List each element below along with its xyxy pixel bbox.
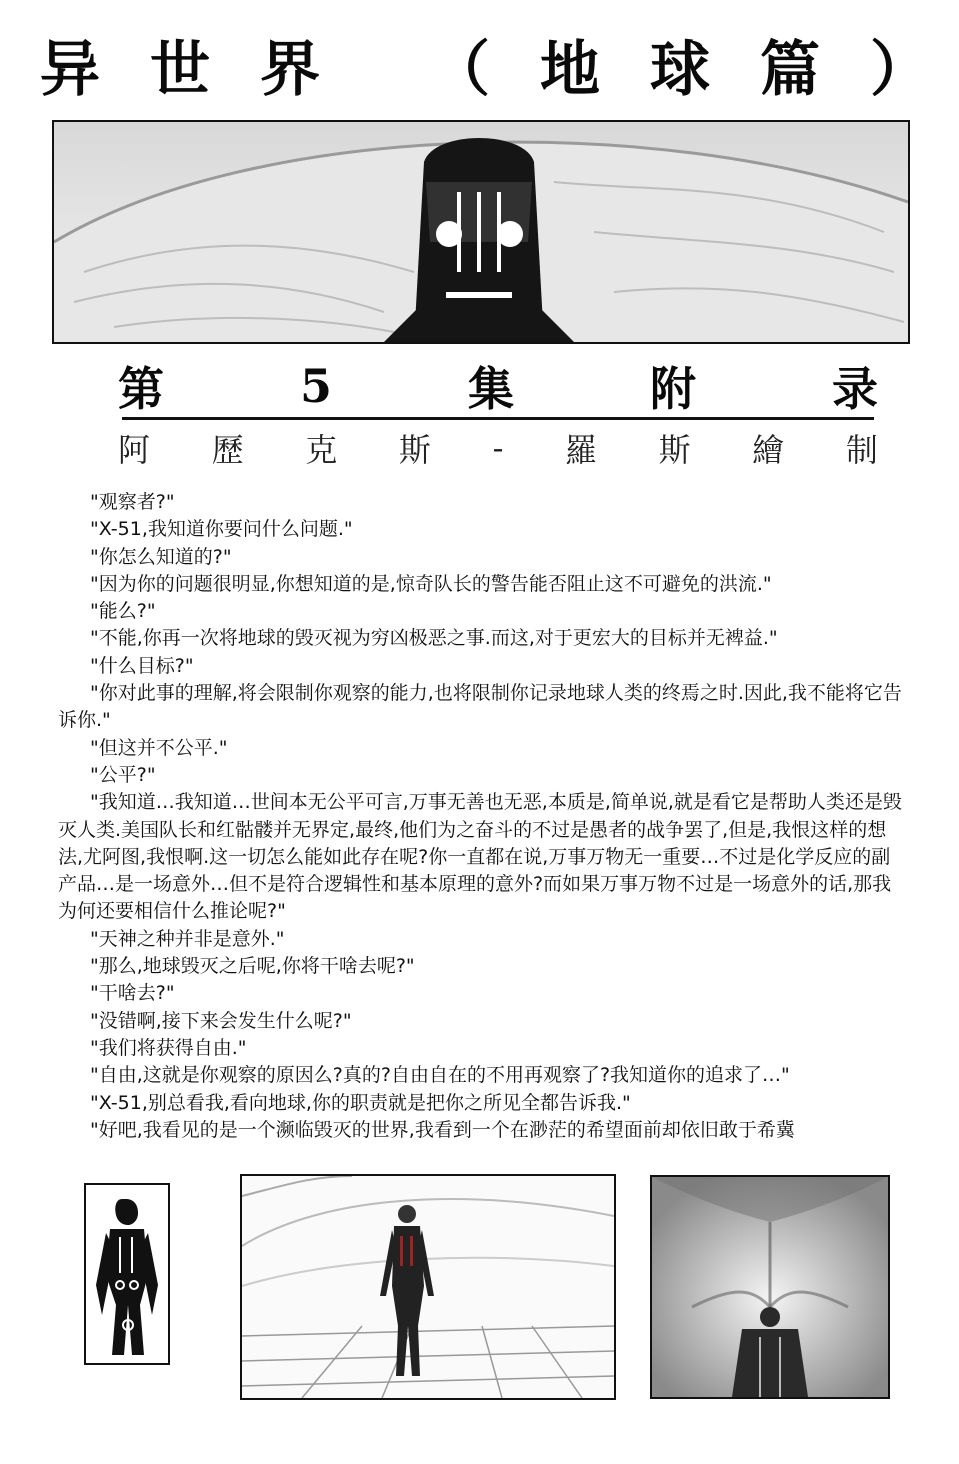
paragraph: "但这并不公平." [90,736,228,759]
paragraph: "没错啊,接下来会发生什么呢?" [90,1009,352,1032]
paragraph: "X-51,我知道你要问什么问题." [90,518,353,541]
sketch-panel-light [650,1175,890,1399]
heading-char: 录 [831,362,878,416]
credit-char: 斯 [398,431,431,469]
heading-divider [122,417,874,420]
paragraph: "能么?" [90,600,156,623]
chapter-heading [118,358,878,414]
paragraph: "观察者?" [90,491,175,513]
title-char: 地 [540,35,600,105]
paragraph: "天神之种并非是意外." [90,927,285,950]
title-char: 世 [150,35,210,105]
credit-char: 制 [845,431,878,469]
paragraph: "你对此事的理解,将会限制你观察的能力,也将限制你记录地球人类的终焉之时.因此,我不能将它告诉你." [58,682,902,732]
credit-char: 繪 [752,431,785,469]
paragraph: "什么目标?" [90,654,194,677]
heading-char: 第 [118,362,164,416]
paragraph: "因为你的问题很明显,你想知道的是,惊奇队长的警告能否阻止这不可避免的洪流." [90,572,772,595]
paragraph: "干啥去?" [90,982,175,1005]
artist-credit [118,426,878,470]
title-char: 篇 [760,35,820,105]
title-char: 异 [40,35,100,105]
paragraph: "好吧,我看见的是一个濒临毁灭的世界,我看到一个在渺茫的希望面前却依旧敢于希冀 [90,1118,795,1141]
page-title [40,30,930,110]
sketch-panel-walking [240,1174,616,1400]
heading-char: 附 [649,362,696,416]
credit-char: 克 [305,431,338,469]
paragraph: "你怎么知道的?" [90,545,232,568]
header-illustration [52,120,910,344]
dialogue-text [58,489,908,1144]
credit-char: 阿 [118,431,151,469]
paragraph: "自由,这就是你观察的原因么?真的?自由自在的不用再观察了?我知道你的追求了…" [90,1064,790,1087]
heading-char: 集 [467,362,514,416]
paragraph: "那么,地球毁灭之后呢,你将干啥去呢?" [90,955,415,978]
paragraph: "不能,你再一次将地球的毁灭视为穷凶极恶之事.而这,对于更宏大的目标并无裨益." [90,627,778,650]
title-char: 界 [260,35,320,105]
credit-char: 羅 [565,431,598,469]
title-char: 球 [650,35,710,105]
paragraph: "我们将获得自由." [90,1036,247,1059]
credit-char: 歷 [211,431,244,469]
paragraph: "我知道…我知道…世间本无公平可言,万事无善也无恶,本质是,简单说,就是看它是帮助人类还是毁灭人类.美国队长和红骷髅并无界定,最终,他们为之奋斗的不过是愚者的战争罢了,但是,我恨这样的想法,尤阿图,我恨啊.这一切怎么能如此存在呢?你一直都在说,万事万物无一重要…不过是化学反应的副产品…是一场意外…但不是符合逻辑性和基本原理的意外?而如果万事万物不过是一场意外的话,那我为何还要相信什么推论呢?" [58,791,902,923]
sketch-panel-figure [84,1183,170,1365]
credit-char: 斯 [658,431,691,469]
title-char: （ [430,35,490,105]
heading-char: 5 [299,359,332,413]
title-char: ） [870,35,930,105]
paragraph: "X-51,别总看我,看向地球,你的职责就是把你之所见全都告诉我." [90,1091,631,1114]
credit-char: - [492,429,504,467]
paragraph: "公平?" [90,763,156,786]
